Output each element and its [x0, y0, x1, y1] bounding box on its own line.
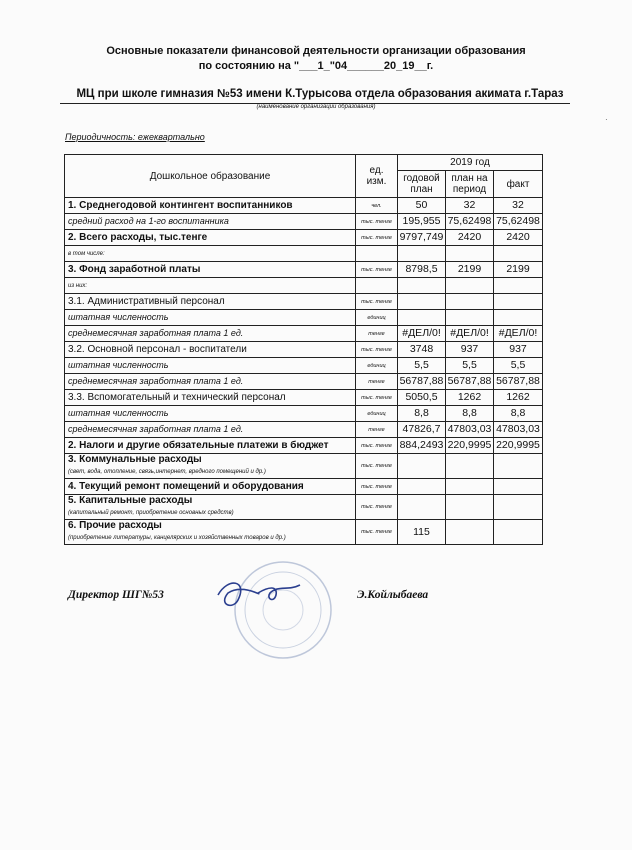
row-unit: тыс. тенге [356, 520, 398, 545]
row-value-period: 937 [446, 342, 494, 358]
table-row [65, 310, 543, 326]
table-row [65, 214, 543, 230]
row-unit: тенге [356, 374, 398, 390]
row-label [65, 358, 356, 374]
table-row [65, 278, 543, 294]
row-value-annual [398, 294, 446, 310]
row-value-fact [494, 454, 543, 479]
row-value-annual: #ДЕЛ/0! [398, 326, 446, 342]
row-unit: тенге [356, 422, 398, 438]
row-unit: тыс. тенге [356, 479, 398, 495]
table-row [65, 198, 543, 214]
row-value-annual [398, 278, 446, 294]
row-value-period [446, 520, 494, 545]
row-value-fact: 75,62498 [494, 214, 543, 230]
row-value-fact [494, 278, 543, 294]
table-row [65, 374, 543, 390]
row-sublabel: (капитальный ремонт, приобретение основных средств) [68, 510, 234, 516]
row-unit: чел. [356, 198, 398, 214]
row-label [65, 374, 356, 390]
periodicity: Периодичность: ежеквартально [65, 132, 205, 142]
row-value-fact: 56787,88 [494, 374, 543, 390]
row-value-annual: 5,5 [398, 358, 446, 374]
row-unit: тыс. тенге [356, 454, 398, 479]
document-title-line2: по состоянию на "___1_"04______20_19__г. [198, 60, 434, 72]
row-value-period: 56787,88 [446, 374, 494, 390]
margin-mark: · [605, 115, 608, 124]
row-value-period: 1262 [446, 390, 494, 406]
row-value-fact: 2420 [494, 230, 543, 246]
header-unit: ед. изм. [356, 155, 398, 198]
row-label-text: 3. Фонд заработной платы [68, 264, 201, 275]
financial-indicators-table [64, 154, 543, 545]
row-value-period [446, 495, 494, 520]
table-row [65, 390, 543, 406]
row-label [65, 294, 356, 310]
table-row [65, 495, 543, 520]
row-value-period: 8,8 [446, 406, 494, 422]
row-value-period [446, 278, 494, 294]
row-label-text: 3.2. Основной персонал - воспитатели [68, 344, 247, 355]
organization-name: МЦ при школе гимназия №53 имени К.Турысова отдела образования акимата г.Тараз [76, 88, 564, 100]
row-value-annual: 56787,88 [398, 374, 446, 390]
row-label-text: среднемесячная заработная плата 1 ед. [68, 424, 244, 434]
row-label-text: из них: [68, 283, 88, 289]
row-value-fact [494, 495, 543, 520]
row-label [65, 310, 356, 326]
row-value-annual [398, 246, 446, 262]
row-value-fact [494, 310, 543, 326]
row-label [65, 278, 356, 294]
table-row [65, 342, 543, 358]
row-value-annual: 47826,7 [398, 422, 446, 438]
row-unit [356, 278, 398, 294]
row-label [65, 406, 356, 422]
row-label [65, 390, 356, 406]
row-value-fact [494, 246, 543, 262]
row-unit: тыс. тенге [356, 342, 398, 358]
row-label [65, 454, 356, 479]
row-unit [356, 246, 398, 262]
row-value-period: 220,9995 [446, 438, 494, 454]
row-unit: единиц [356, 310, 398, 326]
organization-caption: (наименование организации образования) [256, 104, 376, 110]
row-unit: тенге [356, 326, 398, 342]
signature-stamp [208, 555, 338, 670]
row-label-text: 5. Капитальные расходы [68, 495, 193, 506]
row-sublabel: (приобретение литературы, канцелярских и хозяйственных товаров и др.) [68, 535, 286, 541]
row-value-fact: 2199 [494, 262, 543, 278]
row-value-fact: 32 [494, 198, 543, 214]
row-value-fact [494, 479, 543, 495]
row-value-annual: 50 [398, 198, 446, 214]
row-label [65, 495, 356, 520]
row-unit: тыс. тенге [356, 438, 398, 454]
row-value-fact: 1262 [494, 390, 543, 406]
document-title-line1: Основные показатели финансовой деятельности организации образования [106, 45, 526, 57]
row-label-text: среднемесячная заработная плата 1 ед. [68, 376, 244, 386]
table-row [65, 294, 543, 310]
table-row [65, 438, 543, 454]
row-label-text: 3.1. Административный персонал [68, 296, 225, 307]
row-label [65, 342, 356, 358]
stamp-graphic [208, 555, 338, 665]
row-value-annual: 195,955 [398, 214, 446, 230]
row-unit: тыс. тенге [356, 262, 398, 278]
header-fact: факт [494, 171, 543, 198]
row-unit: единиц [356, 358, 398, 374]
row-value-annual: 115 [398, 520, 446, 545]
row-value-period: 2420 [446, 230, 494, 246]
row-label-text: штатная численность [68, 360, 169, 370]
row-label-text: 1. Среднегодовой контингент воспитанников [68, 200, 293, 211]
row-unit: тыс. тенге [356, 495, 398, 520]
row-value-period: 2199 [446, 262, 494, 278]
row-value-annual: 3748 [398, 342, 446, 358]
row-value-annual: 884,2493 [398, 438, 446, 454]
row-value-fact: 8,8 [494, 406, 543, 422]
table-row [65, 454, 543, 479]
row-label [65, 262, 356, 278]
table-row [65, 479, 543, 495]
row-value-fact: 937 [494, 342, 543, 358]
row-label [65, 246, 356, 262]
row-label [65, 230, 356, 246]
row-value-annual [398, 479, 446, 495]
row-unit: тыс. тенге [356, 214, 398, 230]
row-label-text: в том числе: [68, 251, 105, 257]
table-row [65, 422, 543, 438]
row-label [65, 422, 356, 438]
header-annual-plan: годовой план [398, 171, 446, 198]
row-unit: тыс. тенге [356, 230, 398, 246]
row-unit: тыс. тенге [356, 390, 398, 406]
row-value-period [446, 310, 494, 326]
row-sublabel: (свет, вода, отопление, связь,интернет, вредного помещений и др.) [68, 469, 266, 475]
table-row [65, 246, 543, 262]
row-label [65, 198, 356, 214]
row-label-text: 3.3. Вспомогательный и технический персонал [68, 392, 286, 403]
table-row [65, 520, 543, 545]
row-value-fact: 220,9995 [494, 438, 543, 454]
table-row [65, 326, 543, 342]
row-value-fact [494, 520, 543, 545]
table-row [65, 406, 543, 422]
row-value-period: 47803,03 [446, 422, 494, 438]
row-value-annual: 9797,749 [398, 230, 446, 246]
row-label-text: среднемесячная заработная плата 1 ед. [68, 328, 244, 338]
row-value-fact: 47803,03 [494, 422, 543, 438]
director-name: Э.Койлыбаева [357, 589, 429, 601]
row-label-text: 2. Всего расходы, тыс.тенге [68, 232, 208, 243]
row-value-period [446, 479, 494, 495]
row-value-annual [398, 310, 446, 326]
director-title: Директор ШГ№53 [68, 589, 164, 601]
row-unit: тыс. тенге [356, 294, 398, 310]
row-label [65, 326, 356, 342]
table-row [65, 262, 543, 278]
row-value-fact [494, 294, 543, 310]
row-value-annual: 5050,5 [398, 390, 446, 406]
row-label-text: 6. Прочие расходы [68, 520, 162, 531]
row-label-text: 3. Коммунальные расходы [68, 454, 202, 465]
row-unit: единиц [356, 406, 398, 422]
row-value-period: 75,62498 [446, 214, 494, 230]
row-value-fact: #ДЕЛ/0! [494, 326, 543, 342]
row-value-annual: 8,8 [398, 406, 446, 422]
row-value-period [446, 246, 494, 262]
row-value-fact: 5,5 [494, 358, 543, 374]
header-year: 2019 год [398, 155, 543, 171]
row-label [65, 479, 356, 495]
row-value-period: 32 [446, 198, 494, 214]
header-plan-period: план на период [446, 171, 494, 198]
row-value-period [446, 454, 494, 479]
row-label [65, 214, 356, 230]
row-value-annual: 8798,5 [398, 262, 446, 278]
row-value-annual [398, 495, 446, 520]
row-value-annual [398, 454, 446, 479]
row-label [65, 438, 356, 454]
row-label-text: средний расход на 1-го воспитанника [68, 216, 229, 226]
row-label-text: штатная численность [68, 408, 169, 418]
table-row [65, 358, 543, 374]
row-value-period: #ДЕЛ/0! [446, 326, 494, 342]
row-label-text: 2. Налоги и другие обязательные платежи в бюджет [68, 440, 329, 451]
row-label-text: штатная численность [68, 312, 169, 322]
row-label-text: 4. Текущий ремонт помещений и оборудования [68, 481, 304, 492]
row-label [65, 520, 356, 545]
header-section: Дошкольное образование [65, 155, 356, 198]
row-value-period: 5,5 [446, 358, 494, 374]
row-value-period [446, 294, 494, 310]
table-row [65, 230, 543, 246]
